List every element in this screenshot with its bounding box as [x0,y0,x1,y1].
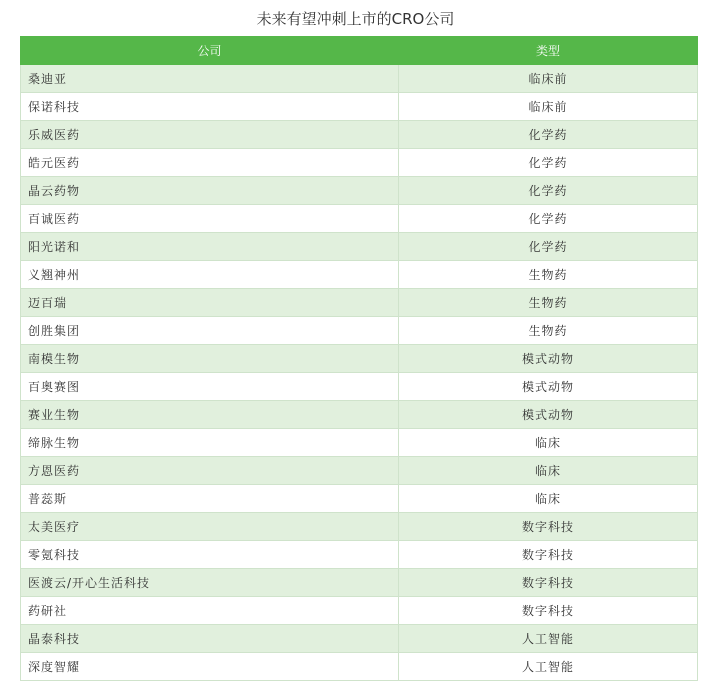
company-cell: 皓元医药 [21,149,399,177]
company-cell: 赛业生物 [21,401,399,429]
type-cell: 模式动物 [399,373,698,401]
type-cell: 临床前 [399,65,698,93]
company-cell: 桑迪亚 [21,65,399,93]
type-cell: 临床 [399,457,698,485]
company-cell: 阳光诺和 [21,233,399,261]
table-row [21,177,698,205]
company-cell: 缔脉生物 [21,429,399,457]
table-row [21,373,698,401]
type-cell: 模式动物 [399,401,698,429]
table-body [21,65,698,681]
type-cell: 化学药 [399,233,698,261]
type-cell: 化学药 [399,149,698,177]
type-cell: 临床 [399,485,698,513]
table-header-row [21,37,698,65]
type-cell: 临床前 [399,93,698,121]
type-cell: 数字科技 [399,513,698,541]
header-type: 类型 [399,37,698,65]
company-cell: 百诚医药 [21,205,399,233]
table-row [21,401,698,429]
table-row [21,317,698,345]
table-row [21,65,698,93]
type-cell: 模式动物 [399,345,698,373]
company-cell: 普蕊斯 [21,485,399,513]
type-cell: 化学药 [399,121,698,149]
type-cell: 人工智能 [399,625,698,653]
type-cell: 化学药 [399,177,698,205]
company-cell: 迈百瑞 [21,289,399,317]
table-row [21,569,698,597]
type-cell: 数字科技 [399,569,698,597]
company-cell: 药研社 [21,597,399,625]
table-row [21,485,698,513]
table-row [21,93,698,121]
company-cell: 保诺科技 [21,93,399,121]
header-company: 公司 [21,37,399,65]
company-cell: 深度智耀 [21,653,399,681]
table-row [21,289,698,317]
table-row [21,653,698,681]
table-row [21,149,698,177]
type-cell: 生物药 [399,289,698,317]
type-cell: 临床 [399,429,698,457]
company-cell: 方恩医药 [21,457,399,485]
company-cell: 义翘神州 [21,261,399,289]
type-cell: 人工智能 [399,653,698,681]
type-cell: 数字科技 [399,597,698,625]
company-cell: 百奥赛图 [21,373,399,401]
company-cell: 南模生物 [21,345,399,373]
table-row [21,261,698,289]
company-cell: 太美医疗 [21,513,399,541]
type-cell: 化学药 [399,205,698,233]
company-cell: 零氪科技 [21,541,399,569]
table-row [21,513,698,541]
table-row [21,233,698,261]
company-cell: 医渡云/开心生活科技 [21,569,399,597]
table-row [21,429,698,457]
table-row [21,121,698,149]
table-row [21,625,698,653]
table-row [21,345,698,373]
company-cell: 晶泰科技 [21,625,399,653]
table-row [21,457,698,485]
type-cell: 生物药 [399,261,698,289]
type-cell: 数字科技 [399,541,698,569]
company-cell: 乐威医药 [21,121,399,149]
table-row [21,205,698,233]
table-row [21,597,698,625]
company-cell: 晶云药物 [21,177,399,205]
type-cell: 生物药 [399,317,698,345]
page-title: 未来有望冲刺上市的CRO公司 [256,10,455,28]
cro-company-table [20,36,698,681]
company-cell: 创胜集团 [21,317,399,345]
table-row [21,541,698,569]
